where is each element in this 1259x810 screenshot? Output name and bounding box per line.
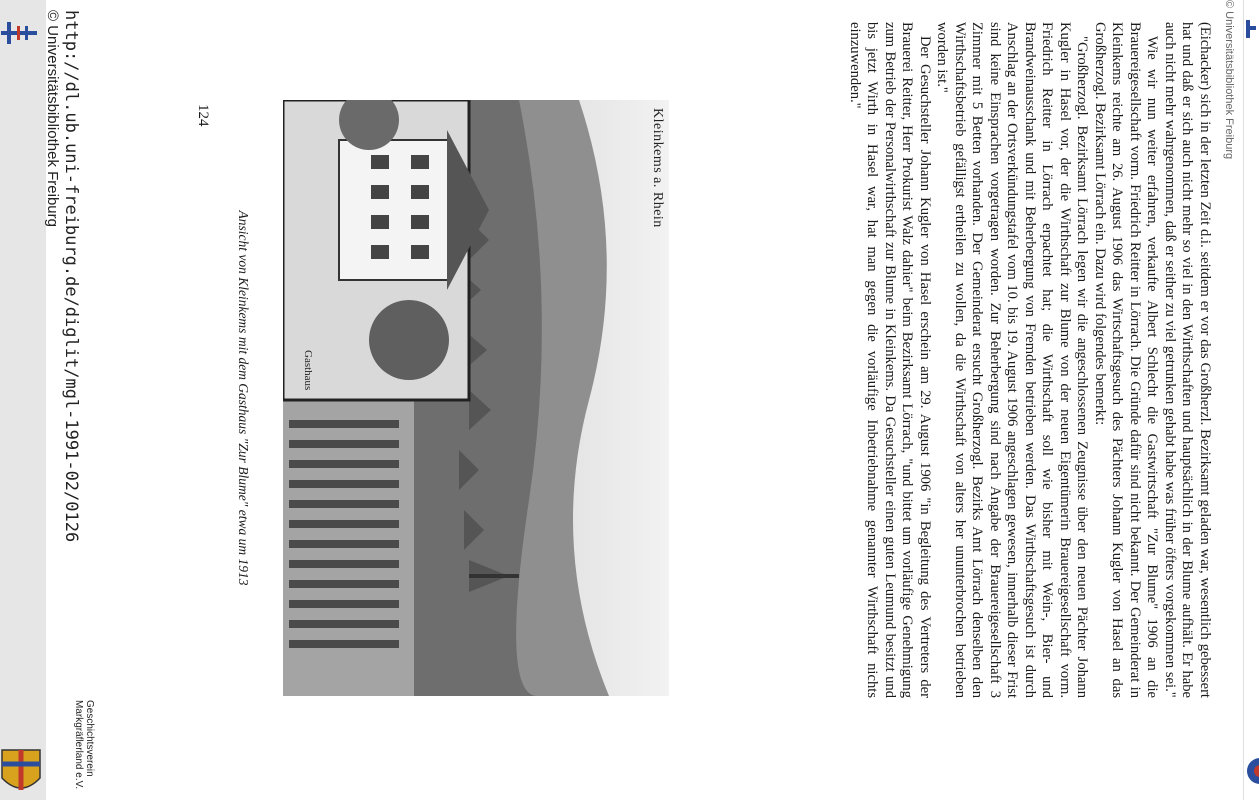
village-illustration <box>283 100 669 696</box>
flag-icon <box>1246 20 1256 38</box>
paragraph: Wie wir nun weiter erfahren, verkaufte Albert Schlecht die Gastwirtschaft "Zur Blume" 1906 an die Brauereigesellschaft vorm. Friedrich Reitter in Lörrach. Die Gründe dafür sind nicht bekannt. Der Gemeinderat in Kleinkems reichte am 26. August 1906 das Wirtschaftsgesuch des Pächters Johann Kugler von Hasel an das Großherzogl. Bezirksamt Lörrach ein. Dazu wird folgendes bemerkt: <box>1092 22 1161 698</box>
illustration-sign: Gasthaus <box>302 350 314 391</box>
left-side-panel <box>0 0 46 800</box>
copyright-notice: © Universitätsbibliothek Freiburg <box>44 10 61 227</box>
figure-caption: Ansicht von Kleinkems mit dem Gasthaus "Zur Blume" etwa um 1913 <box>236 210 251 586</box>
publisher-line: Markgräflerland e.V. <box>73 700 84 790</box>
paragraph: Der Gesuchsteller Johann Kugler von Hasel erschein am 29. August 1906 "in Begleitung des Vertreters der Brauerei Reitter, Herr Prokurist Walz dahier" beim Bezirksamt Lörrach, "und bittet um vorläufige Genehmigung zum Betrieb der Personalwirthschaft zur Blume in Kleinkems. Da Gesuchsteller einen guten Leumund besitzt und bis jetzt Wirth in Hasel war, hat man gegen die vorläufige Inbetriebnahme genannter Wirthschaft nichts einzuwenden." <box>847 22 933 698</box>
paragraph: "Großherzogl. Bezirksamt Lörrach legen wir die angeschlossenen Zeugnisse über den neuen Pächter Johann Kugler in Hasel vor, der die Wirthschaft zur Blume von der neuen Eigentümerin Brauereigesellschaft vorm. Friedrich Reitter in Lörrach erpachtet hat; die Wirthschaft soll wie bisher mit Wein-, Bier- und Brandweinausschank und mit Beherbergung von Fremden betrieben werden. Das Wirthschaftsgesuch ist durch Anschlag an der Ortsverkündungstafel vom 10. bis 19. August 1906 angeschlagen gewesen, innerhalb dieser Frist sind keine Einsprachen vorgetragen worden. Zur Beherbergung sind nach Angabe der Brauereigesellschaft 3 Zimmer mit 5 Betten vorhanden. Der Gemeinderat ersucht Großherzogl. Bezirks Amt Lörrach denselben den Wirthschaftsbetrieb gefälligst ertheilen zu wollen, da die Wirthschaft von alters her ununterbrochen betrieben worden ist." <box>934 22 1091 698</box>
right-side-panel <box>1243 0 1259 800</box>
body-text <box>773 22 1213 698</box>
paragraph: (Eichacker) sich in der letzten Zeit d.i. seitdem er vor das Großherzl. Bezirksamt geladen war, wesentlich gebessert hat und daß er sich auch nicht mehr so viel in den Wirthschaften und hauptsächlich in der Blume aufhält. Er habe auch nicht mehr wahrgenommen, daß er seither zu viel getrunken gehabt habe was früher öfters vorgekommen sei." <box>1162 22 1213 698</box>
globe-icon <box>1246 756 1259 786</box>
coat-of-arms-icon <box>0 748 42 800</box>
publisher-name <box>73 700 95 796</box>
library-logo-icon <box>1 18 41 48</box>
page-number: 124 <box>195 104 211 127</box>
running-header: © Universitätsbibliothek Freiburg <box>1223 0 1235 160</box>
illustration-title: Kleinkems a. Rhein <box>650 108 665 228</box>
publisher-line: Geschichtsverein <box>84 700 95 777</box>
document-page <box>46 0 1243 800</box>
source-url-link[interactable]: http://dl.ub.uni-freiburg.de/diglit/mgl-1991-02/0126 <box>61 10 81 543</box>
